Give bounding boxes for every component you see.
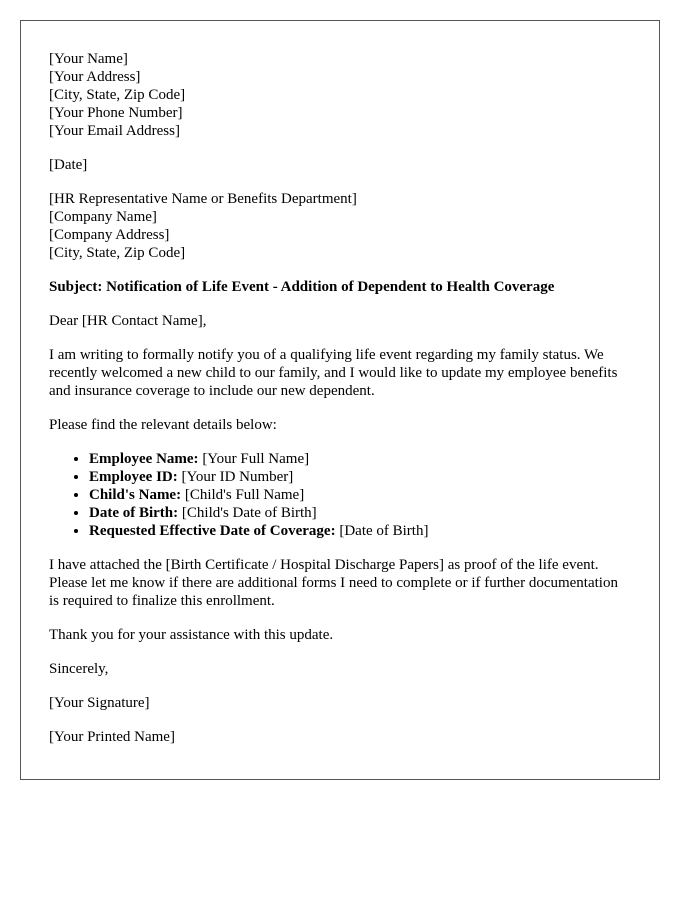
list-item [89, 522, 631, 540]
salutation: Dear [HR Contact Name], [49, 313, 207, 329]
detail-value: [Child's Full Name] [181, 487, 305, 503]
intro-paragraph: I am writing to formally notify you of a qualifying life event regarding my family status. We recently welcomed a new child to our family, and I would like to update my employee benefits and insurance coverage to include our new dependent. [49, 347, 618, 399]
detail-value: [Child's Date of Birth] [178, 505, 317, 521]
recipient-name: [HR Representative Name or Benefits Department] [49, 191, 357, 207]
sender-phone: [Your Phone Number] [49, 105, 183, 121]
detail-value: [Your Full Name] [198, 451, 310, 467]
recipient-company: [Company Name] [49, 209, 157, 225]
letter-page [20, 20, 660, 780]
sender-city-state-zip: [City, State, Zip Code] [49, 87, 186, 103]
detail-label: Date of Birth: [89, 505, 179, 521]
detail-value: [Your ID Number] [177, 469, 294, 485]
recipient-block [49, 190, 631, 262]
letter-date: [Date] [49, 157, 88, 173]
list-item [89, 450, 631, 468]
recipient-address: [Company Address] [49, 227, 170, 243]
details-intro: Please find the relevant details below: [49, 417, 277, 433]
signature: [Your Signature] [49, 695, 150, 711]
details-list [49, 450, 631, 540]
printed-name: [Your Printed Name] [49, 729, 175, 745]
list-item [89, 504, 631, 522]
detail-label: Employee Name: [89, 451, 199, 467]
list-item [89, 486, 631, 504]
detail-label: Child's Name: [89, 487, 182, 503]
detail-label: Requested Effective Date of Coverage: [89, 523, 336, 539]
sender-block [49, 50, 631, 140]
thanks-paragraph: Thank you for your assistance with this update. [49, 627, 334, 643]
sender-address: [Your Address] [49, 69, 141, 85]
recipient-city-state-zip: [City, State, Zip Code] [49, 245, 186, 261]
subject-line: Subject: Notification of Life Event - Addition of Dependent to Health Coverage [49, 279, 555, 295]
closing: Sincerely, [49, 661, 109, 677]
list-item [89, 468, 631, 486]
sender-email: [Your Email Address] [49, 123, 180, 139]
detail-label: Employee ID: [89, 469, 178, 485]
sender-name: [Your Name] [49, 51, 128, 67]
detail-value: [Date of Birth] [335, 523, 429, 539]
attachment-paragraph: I have attached the [Birth Certificate / Hospital Discharge Papers] as proof of the life event. Please let me know if there are additional forms I need to complete or if further documentation is required to finalize this enrollment. [49, 557, 618, 609]
